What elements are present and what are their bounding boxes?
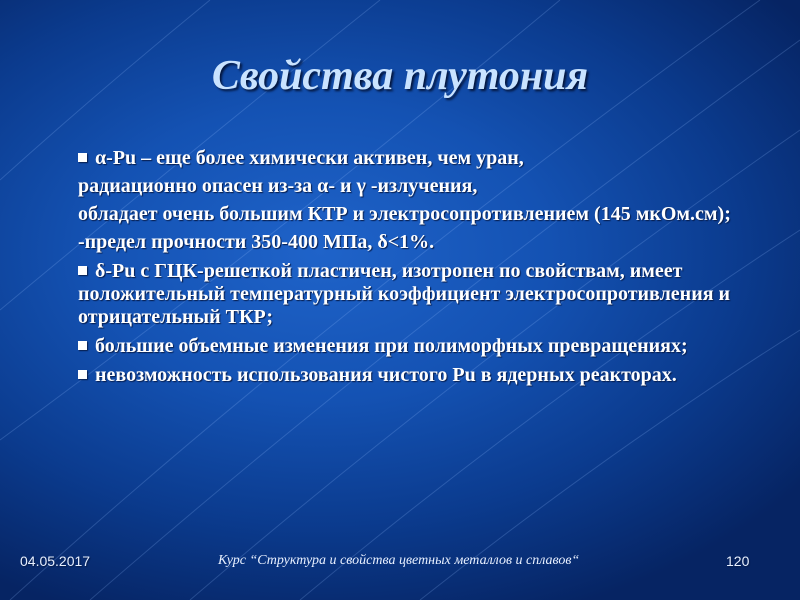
paragraph bbox=[78, 231, 768, 254]
slide-body bbox=[78, 147, 768, 387]
paragraph bbox=[78, 203, 768, 226]
paragraph bbox=[78, 175, 768, 198]
square-bullet-icon bbox=[78, 370, 87, 379]
footer-page-number: 120 bbox=[726, 553, 750, 569]
paragraph-text: -предел прочности 350-400 МПа, δ<1%. bbox=[78, 231, 435, 253]
paragraph-text: δ-Pu с ГЦК-решеткой пластичен, изотропен по свойствам, имеет положительный температурный коэффициент электросопротивления и отрицательный ТКР; bbox=[78, 260, 731, 328]
paragraph-text: обладает очень большим КТР и электросопротивлением (145 мкОм.см); bbox=[78, 203, 731, 225]
square-bullet-icon bbox=[78, 153, 87, 162]
paragraph bbox=[78, 335, 768, 358]
paragraph-text: большие объемные изменения при полиморфных превращениях; bbox=[95, 335, 688, 357]
paragraph-text: невозможность использования чистого Pu в ядерных реакторах. bbox=[95, 364, 677, 386]
paragraph bbox=[78, 147, 768, 170]
footer-course-title: Курс “Структура и свойства цветных металлов и сплавов“ bbox=[218, 553, 580, 568]
paragraph bbox=[78, 260, 768, 329]
paragraph bbox=[78, 364, 768, 387]
square-bullet-icon bbox=[78, 341, 87, 350]
square-bullet-icon bbox=[78, 266, 87, 275]
footer-date: 04.05.2017 bbox=[20, 553, 91, 569]
paragraph-text: α-Pu – еще более химически активен, чем уран, bbox=[95, 147, 524, 169]
paragraph-text: радиационно опасен из-за α- и γ -излучения, bbox=[78, 175, 478, 197]
slide-title: Свойства плутония bbox=[211, 53, 589, 99]
